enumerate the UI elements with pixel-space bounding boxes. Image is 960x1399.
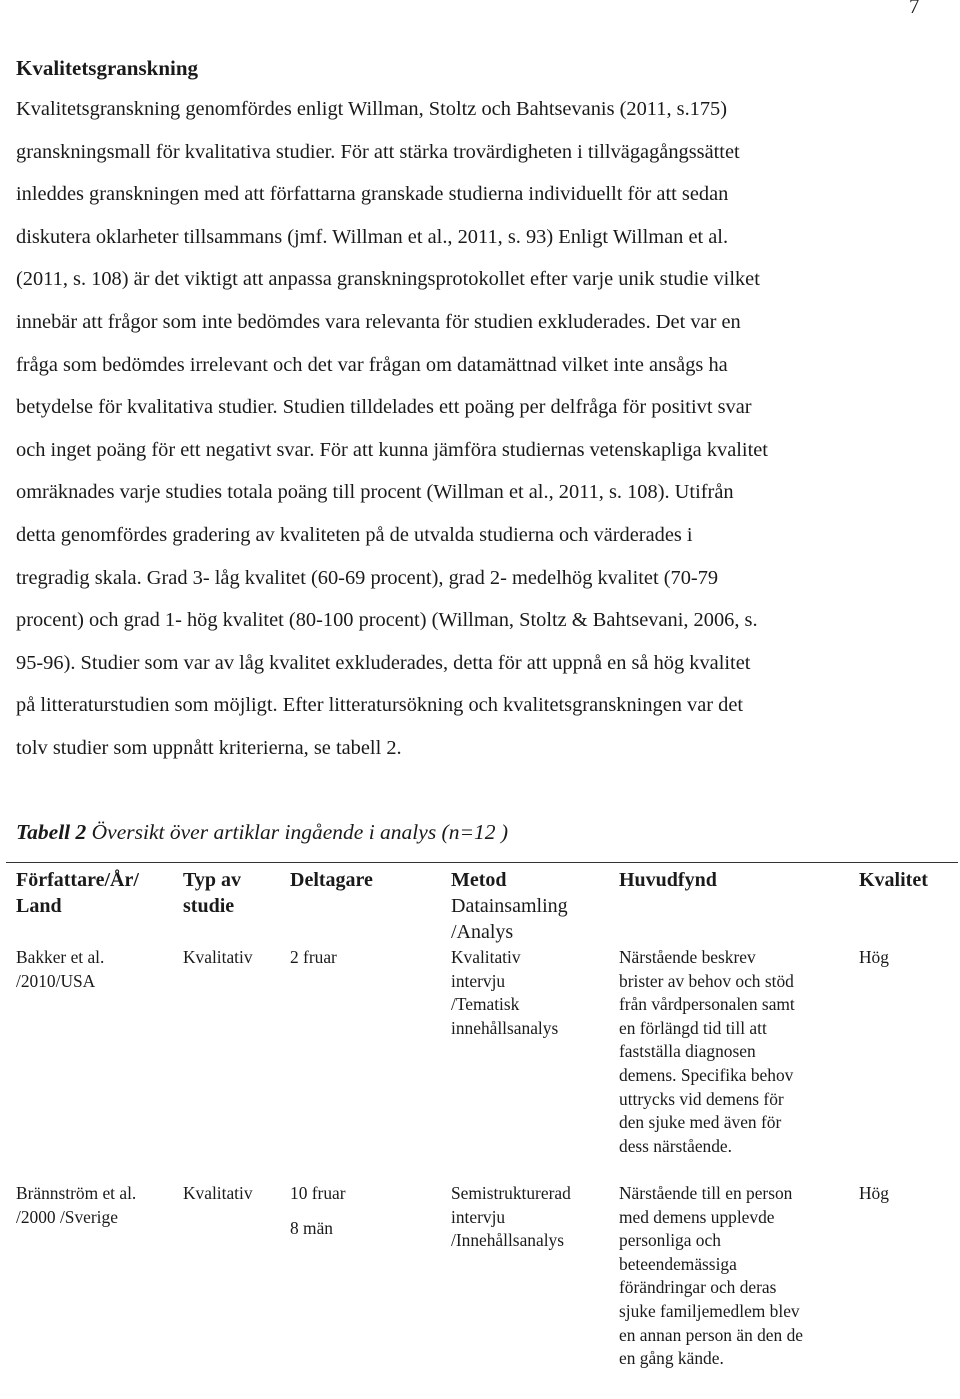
cell-findings: Närstående beskrev brister av behov och stöd från vårdpersonalen samt en förlängd tid till att fastställa diagnosen demens. Specifika behov uttrycks vid demens för den sjuke med även för dess närstående. (619, 947, 795, 1156)
cell-author: Bakker et al. /2010/USA (16, 947, 105, 991)
body-line: på litteraturstudien som möjligt. Efter litteratursökning och kvalitetsgranskningen var det (16, 694, 744, 717)
table-top-rule (6, 862, 958, 863)
body-line: fråga som bedömdes irrelevant och det var frågan om datamättnad vilket inte ansågs ha (16, 353, 728, 376)
body-line: och inget poäng för ett negativt svar. För att kunna jämföra studiernas vetenskapliga kvalitet (16, 438, 768, 461)
body-line: tolv studier som uppnått kriterierna, se tabell 2. (16, 736, 402, 759)
table-header-author: Författare/År/ Land (16, 869, 139, 917)
cell-findings: Närstående till en person med demens upplevde personliga och beteendemässiga förändringar och deras sjuke familjemedlem blev en annan person än den de en gång kände. (619, 1183, 803, 1369)
cell-participants: 2 fruar (290, 947, 337, 967)
cell-quality: Hög (859, 947, 889, 967)
body-line: (2011, s. 108) är det viktigt att anpassa granskningsprotokollet efter varje unik studie vilket (16, 268, 760, 291)
table-header-method-sub: Datainsamling (451, 895, 568, 917)
body-line: detta genomfördes gradering av kvaliteten på de utvalda studierna och värderades i (16, 523, 693, 546)
body-paragraph (16, 88, 946, 770)
table-header-participants: Deltagare (290, 869, 373, 891)
table-caption-label: Tabell 2 (16, 820, 87, 844)
cell-quality: Hög (859, 1183, 889, 1203)
body-line: diskutera oklarheter tillsammans (jmf. Willman et al., 2011, s. 93) Enligt Willman et al. (16, 225, 729, 248)
cell-method: Semistrukturerad intervju /Innehållsanalys (451, 1183, 571, 1251)
table-header-method: Metod Datainsamling /Analys (451, 869, 568, 943)
cell-type: Kvalitativ (183, 947, 253, 967)
section-heading: Kvalitetsgranskning (16, 56, 199, 80)
body-line: Kvalitetsgranskning genomfördes enligt Willman, Stoltz och Bahtsevanis (2011, s.175) (16, 98, 728, 120)
table-header-type: Typ av studie (183, 869, 241, 917)
body-line: tregradig skala. Grad 3- låg kvalitet (60-69 procent), grad 2- medelhög kvalitet (70-79 (16, 566, 719, 589)
body-line: 95-96). Studier som var av låg kvalitet exkluderades, detta för att uppnå en så hög kvalitet (16, 651, 751, 674)
table-header-quality: Kvalitet (859, 869, 928, 891)
cell-participants: 10 fruar 8 män (290, 1183, 346, 1238)
body-line: granskningsmall för kvalitativa studier. För att stärka trovärdigheten i tillvägagångssättet (16, 140, 740, 163)
body-line: procent) och grad 1- hög kvalitet (80-100 procent) (Willman, Stoltz & Bahtsevani, 2006, s. (16, 609, 758, 632)
table-header-method-sub: /Analys (451, 921, 514, 943)
cell-author: Brännström et al. /2000 /Sverige (16, 1183, 137, 1227)
cell-type: Kvalitativ (183, 1183, 253, 1203)
body-line: innebär att frågor som inte bedömdes vara relevanta för studien exkluderades. Det var en (16, 310, 741, 333)
table-caption-text: Översikt över artiklar ingående i analys (n=12 ) (86, 820, 509, 844)
page-number: 7 (909, 0, 920, 18)
cell-method: Kvalitativ intervju /Tematisk innehållsanalys (451, 947, 559, 1038)
table-header-findings: Huvudfynd (619, 869, 717, 891)
body-line: inleddes granskningen med att författarna granskade studierna individuellt för att sedan (16, 183, 729, 206)
body-line: omräknades varje studies totala poäng till procent (Willman et al., 2011, s. 108). Utifrån (16, 481, 734, 504)
body-line: betydelse för kvalitativa studier. Studien tilldelades ett poäng per delfråga för positivt svar (16, 396, 752, 419)
table-caption (16, 820, 508, 845)
